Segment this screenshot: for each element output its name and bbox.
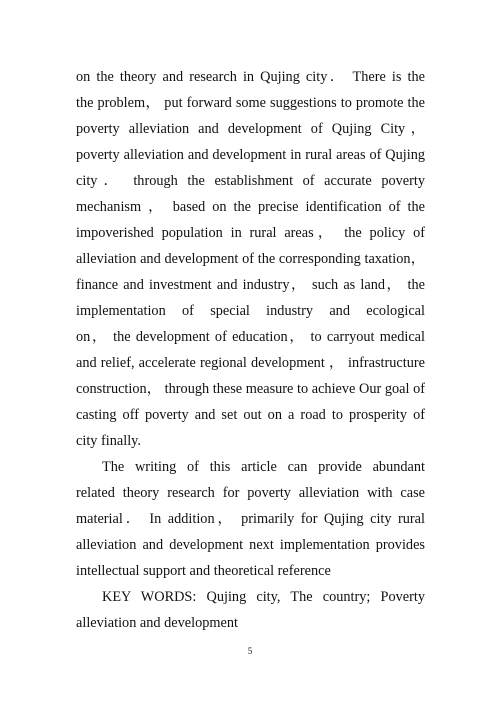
- text-line: construction， through these measure to achieve Our goal of: [76, 381, 425, 397]
- keywords-line: KEY WORDS: Qujing city, The country; Poverty: [102, 589, 425, 605]
- text-line: alleviation and development next implementation provides: [76, 537, 425, 553]
- text-line: the problem， put forward some suggestions to promote the: [76, 95, 425, 111]
- text-line: impoverished population in rural areas， the policy of: [76, 225, 425, 241]
- text-line: casting off poverty and set out on a road to prosperity of: [76, 407, 425, 423]
- text-line: finance and investment and industry， such as land， the: [76, 277, 425, 293]
- text-line: intellectual support and theoretical reference: [76, 563, 331, 579]
- text-line: on， the development of education， to carryout medical: [76, 329, 425, 345]
- text-line: on the theory and research in Qujing city． There is the: [76, 69, 425, 85]
- text-line: mechanism ， based on the precise identification of the: [76, 199, 425, 215]
- text-line: poverty alleviation and development in rural areas of Qujing: [76, 147, 425, 163]
- abstract-text: [76, 64, 425, 636]
- keywords-line: alleviation and development: [76, 615, 238, 631]
- text-line: city finally.: [76, 433, 141, 449]
- text-line: and relief, accelerate regional development ， infrastructure: [76, 355, 425, 371]
- text-line: implementation of special industry and ecological: [76, 303, 425, 319]
- text-line: poverty alleviation and development of Qujing City，: [76, 121, 425, 137]
- text-line: related theory research for poverty alleviation with case: [76, 485, 425, 501]
- text-line: material． In addition， primarily for Qujing city rural: [76, 511, 425, 527]
- paragraph-first-line: The writing of this article can provide abundant: [102, 459, 425, 475]
- page-number: 5: [247, 646, 253, 656]
- text-line: city． through the establishment of accurate poverty: [76, 173, 425, 189]
- text-line: alleviation and development of the corresponding taxation，: [76, 251, 425, 267]
